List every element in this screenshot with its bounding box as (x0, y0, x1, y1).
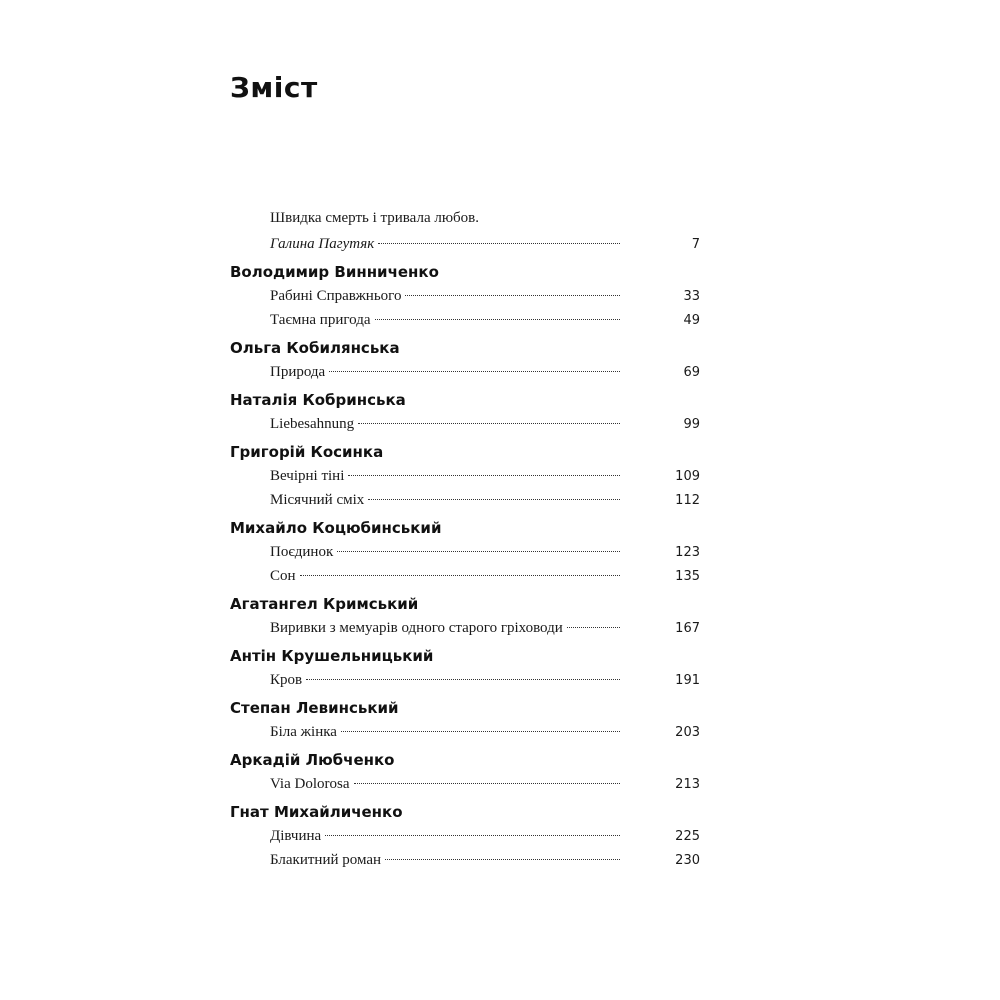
author-heading: Гнат Михайличенко (230, 803, 403, 821)
toc-group (230, 336, 700, 384)
entry-title: Кров (270, 672, 303, 688)
toc-entry (230, 540, 700, 564)
toc-entry (230, 488, 700, 512)
toc-entry (230, 464, 700, 488)
dot-leader (378, 243, 620, 244)
author-heading: Антін Крушельницький (230, 647, 434, 665)
page-number: 112 (675, 493, 700, 508)
toc-entry (230, 284, 700, 308)
dot-leader (567, 627, 620, 628)
dot-leader (306, 679, 620, 680)
entry-title: Природа (270, 364, 326, 380)
author-heading: Ольга Кобилянська (230, 339, 400, 357)
dot-leader (368, 499, 620, 500)
author-heading: Наталія Кобринська (230, 391, 406, 409)
table-of-contents (230, 206, 700, 872)
page-number: 109 (675, 469, 700, 484)
toc-groups (230, 260, 700, 872)
dot-leader (385, 859, 620, 860)
dot-leader (405, 295, 620, 296)
toc-entry (230, 564, 700, 588)
toc-group (230, 696, 700, 744)
dot-leader (329, 371, 620, 372)
page-number: 230 (675, 853, 700, 868)
dot-leader (337, 551, 620, 552)
toc-entry (230, 616, 700, 640)
dot-leader (325, 835, 620, 836)
dot-leader (358, 423, 620, 424)
entry-title: Поєдинок (270, 544, 334, 560)
toc-group (230, 260, 700, 332)
entry-title: Місячний сміх (270, 492, 365, 508)
page-number: 99 (683, 417, 700, 432)
entry-title: Біла жінка (270, 724, 337, 740)
author-heading: Степан Левинський (230, 699, 399, 717)
author-heading: Володимир Винниченко (230, 263, 439, 281)
toc-group (230, 748, 700, 796)
author-heading: Михайло Коцюбинський (230, 519, 442, 537)
intro-author: Галина Пагутяк (270, 236, 375, 252)
toc-group (230, 388, 700, 436)
page-number: 135 (675, 569, 700, 584)
intro-author-line (230, 232, 700, 256)
toc-entry (230, 772, 700, 796)
page-number: 123 (675, 545, 700, 560)
intro-title-line (230, 206, 700, 232)
page-number: 69 (683, 365, 700, 380)
entry-title: Liebesahnung (270, 416, 355, 432)
dot-leader (354, 783, 621, 784)
toc-group (230, 516, 700, 588)
page-number: 33 (683, 289, 700, 304)
page-number: 225 (675, 829, 700, 844)
dot-leader (341, 731, 620, 732)
entry-title: Сон (270, 568, 296, 584)
toc-group (230, 800, 700, 872)
toc-entry (230, 308, 700, 332)
entry-title: Блакитний роман (270, 852, 382, 868)
entry-title: Таємна пригода (270, 312, 371, 328)
page-title: Зміст (230, 71, 318, 104)
dot-leader (300, 575, 620, 576)
toc-group (230, 440, 700, 512)
toc-entry (230, 412, 700, 436)
page-number: 49 (683, 313, 700, 328)
entry-title: Вечірні тіні (270, 468, 345, 484)
toc-entry (230, 824, 700, 848)
toc-entry (230, 668, 700, 692)
author-heading: Григорій Косинка (230, 443, 384, 461)
page-number: 213 (675, 777, 700, 792)
dot-leader (348, 475, 620, 476)
entry-title: Via Dolorosa (270, 776, 350, 792)
page-number: 167 (675, 621, 700, 636)
page-number: 191 (675, 673, 700, 688)
author-heading: Аркадій Любченко (230, 751, 395, 769)
toc-group (230, 592, 700, 640)
dot-leader (375, 319, 620, 320)
entry-title: Дівчина (270, 828, 322, 844)
toc-entry (230, 360, 700, 384)
author-heading: Агатангел Кримський (230, 595, 419, 613)
intro-title: Швидка смерть і тривала любов. (270, 210, 480, 226)
entry-title: Рабині Справжнього (270, 288, 402, 304)
page-number: 7 (691, 237, 700, 252)
toc-entry (230, 720, 700, 744)
toc-group (230, 644, 700, 692)
page-number: 203 (675, 725, 700, 740)
toc-entry (230, 848, 700, 872)
entry-title: Виривки з мемуарів одного старого гріховоди (270, 620, 563, 636)
